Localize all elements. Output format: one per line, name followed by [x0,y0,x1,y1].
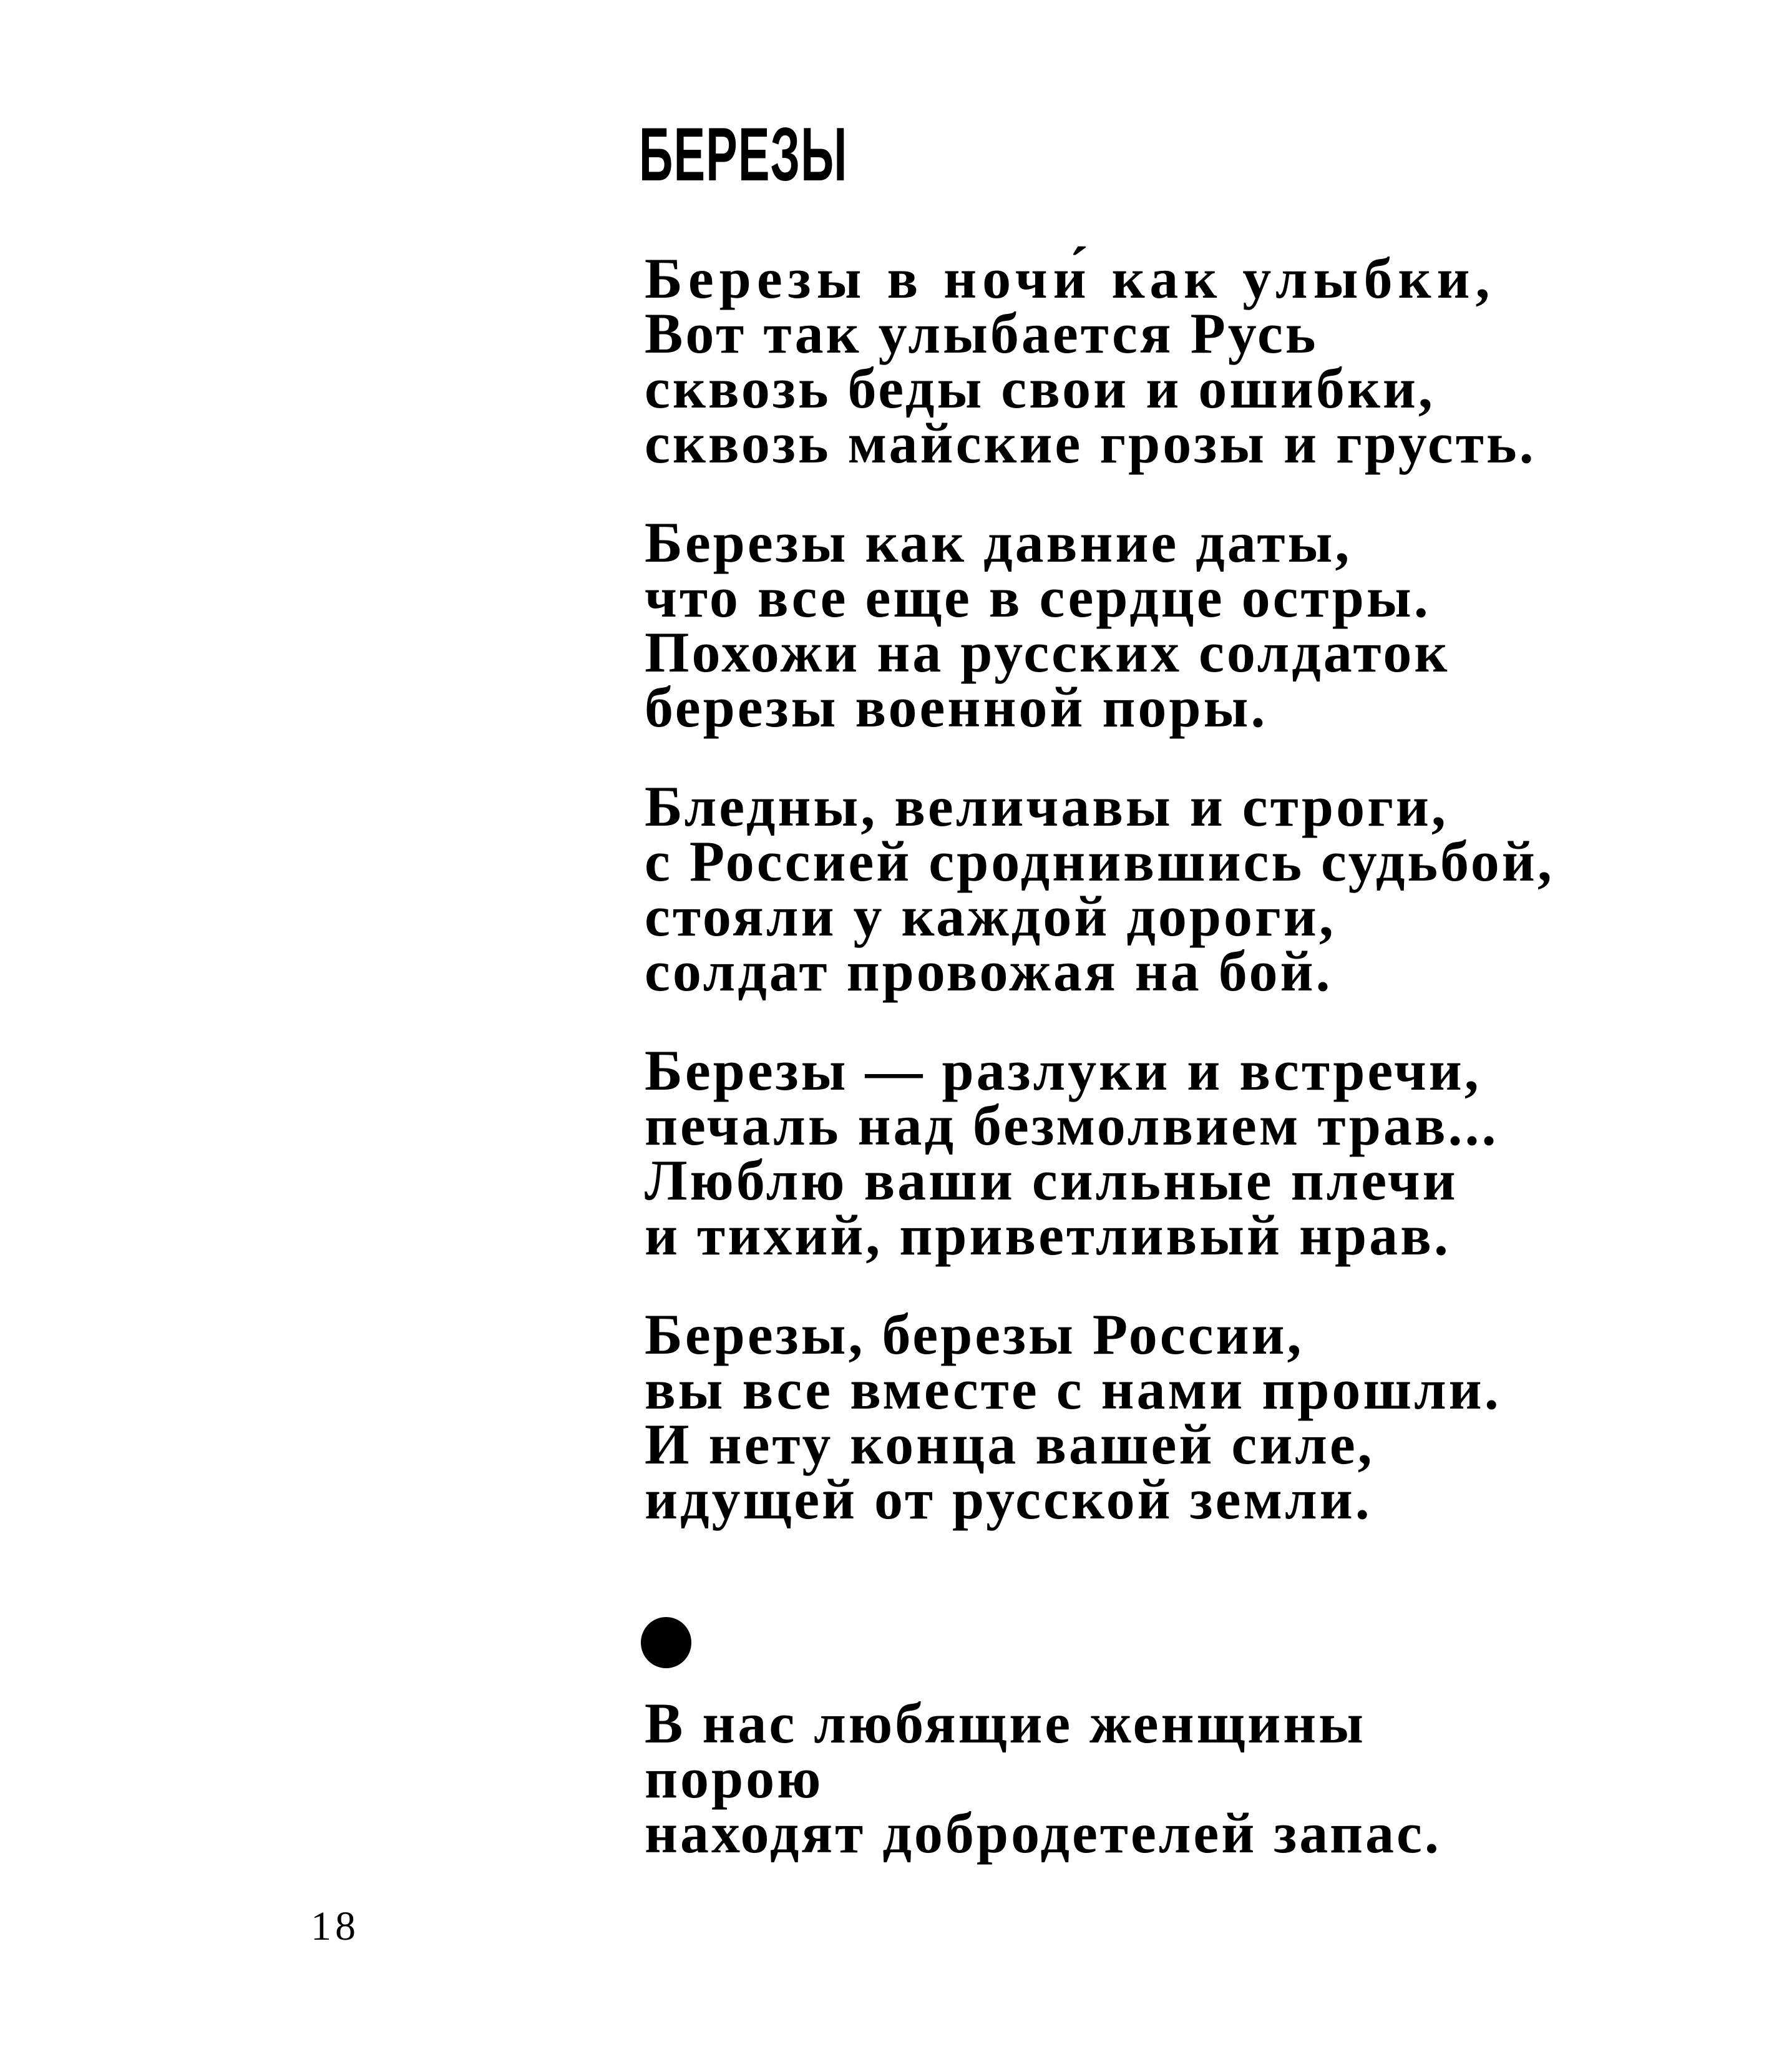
poem-line: Люблю ваши сильные плечи [645,1148,1458,1212]
poem-line: Бледны, величавы и строги, [645,775,1448,838]
filled-circle-bullet-icon [641,1617,691,1668]
poem-line: березы военной поры. [645,675,1268,739]
poem-line: идущей от русской земли. [645,1467,1372,1531]
poem-line: и тихий, приветливый нрав. [645,1203,1451,1267]
poem-line: сквозь майские грозы и грусть. [645,411,1536,475]
next-poem-opening [645,1691,1441,1865]
stanza-1 [645,247,1536,475]
poem-line: печаль над безмолвием трав... [645,1093,1499,1157]
poem-line: что все еще в сердце остры. [645,565,1431,629]
poem-line: сквозь беды свои и ошибки, [645,356,1435,420]
poem-line: стояли у каждой дороги, [645,884,1336,948]
poem-line: И нету конца вашей силе, [645,1412,1375,1476]
poem-line: порою [645,1746,824,1810]
poem-line: вы все вместе с нами прошли. [645,1357,1501,1421]
poem-line: В нас любящие женщины [645,1691,1366,1755]
poem-line: Похожи на русских солдаток [645,620,1450,684]
stanza-2 [645,511,1450,739]
poem-line: Березы, березы России, [645,1302,1304,1366]
poem-line: с Россией сроднившись судьбой, [645,829,1554,893]
poem-line: Березы — разлуки и встречи, [645,1038,1481,1102]
stanza-5 [645,1302,1501,1531]
poem-line: Березы как давние даты, [645,511,1352,574]
poem-line: находят добродетелей запас. [645,1801,1441,1865]
stanza-3 [645,775,1554,1003]
poem-line: солдат провожая на бой. [645,939,1333,1003]
poem-line: Березы в ночи́ как улыбки, [645,247,1496,310]
poem-line: Вот так улыбается Русь [645,301,1318,365]
page-number: 18 [311,1903,359,1949]
poem-title: БЕРЕЗЫ [639,112,848,197]
stanza-4 [645,1038,1499,1267]
